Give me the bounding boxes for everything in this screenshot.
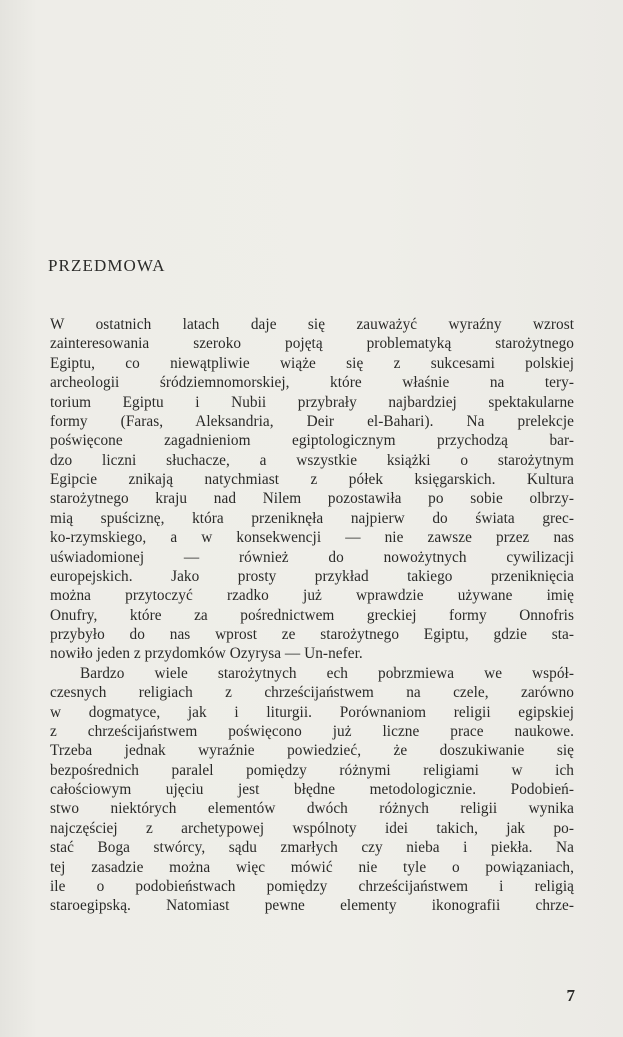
text-line: formy (Faras, Aleksandria, Deir el-Bahari). Na prelekcje [50,412,574,430]
text-line: starożytnego kraju nad Nilem pozostawiła po sobie olbrzy- [50,490,574,508]
text-line: Egipcie znikają natychmiast z półek księgarskich. Kultura [50,471,574,488]
text-line: Bardzo wiele starożytnych ech pobrzmiewa we współ- [80,664,574,682]
preface-body-text [50,315,574,916]
text-line: Trzeba jednak wyraźnie powiedzieć, że doszukiwanie się [50,742,574,760]
text-line: Onufry, które za pośrednictwem greckiej formy Onnofris [50,606,574,624]
text-line: najczęściej z archetypowej wspólnoty idei takich, jak po- [50,819,574,837]
text-line: stwo niektórych elementów dwóch różnych religii wynika [50,800,574,818]
text-line: zainteresowania szeroko pojętą problematyką starożytnego [50,335,574,353]
text-line: tej zasadzie można więc mówić nie tyle o powiązaniach, [50,858,574,876]
text-line: archeologii śródziemnomorskiej, które właśnie na tery- [50,374,574,392]
chapter-heading: PRZEDMOWA [48,256,166,275]
text-line: W ostatnich latach daje się zauważyć wyraźny wzrost [50,316,574,333]
text-line: europejskich. Jako prosty przykład takiego przeniknięcia [50,567,574,585]
text-line: ile o podobieństwach pomiędzy chrześcijaństwem i religią [50,877,574,895]
text-line: w dogmatyce, jak i liturgii. Porównaniom religii egipskiej [50,703,574,721]
text-line: staroegipską. Natomiast pewne elementy ikonografii chrze- [50,897,574,915]
text-line: Egiptu, co niewątpliwie wiąże się z sukcesami polskiej [50,354,574,372]
text-line: mią spuściznę, która przeniknęła najpierw do świata grec- [50,509,574,527]
text-line: czesnych religiach z chrześcijaństwem na czele, zarówno [50,684,574,702]
text-line: ko-rzymskiego, a w konsekwencji — nie zawsze przez nas [50,529,574,547]
text-line: uświadomionej — również do nowożytnych cywilizacji [50,548,574,566]
text-line: dzo liczni słuchacze, a wszystkie książki o starożytnym [50,451,574,469]
text-line: torium Egiptu i Nubii przybrały najbardziej spektakularne [50,393,574,411]
text-line: stać Boga stwórcy, sądu zmarłych czy nieba i piekła. Na [50,839,574,857]
text-line: z chrześcijaństwem poświęcono już liczne prace naukowe. [50,722,574,740]
text-line: nowiło jeden z przydomków Ozyrysa — Un-nefer. [50,645,363,663]
text-line: przybyło do nas wprost ze starożytnego Egiptu, gdzie sta- [50,626,574,643]
text-line: bezpośrednich paralel pomiędzy różnymi religiami w ich [50,761,574,779]
page-number: 7 [566,986,575,1005]
text-line: można przytoczyć rzadko już wprawdzie używane imię [50,587,574,605]
text-line: całościowym ujęciu jest błędne metodologicznie. Podobień- [50,781,574,798]
text-line: poświęcone zagadnieniom egiptologicznym przychodzą bar- [50,432,574,450]
